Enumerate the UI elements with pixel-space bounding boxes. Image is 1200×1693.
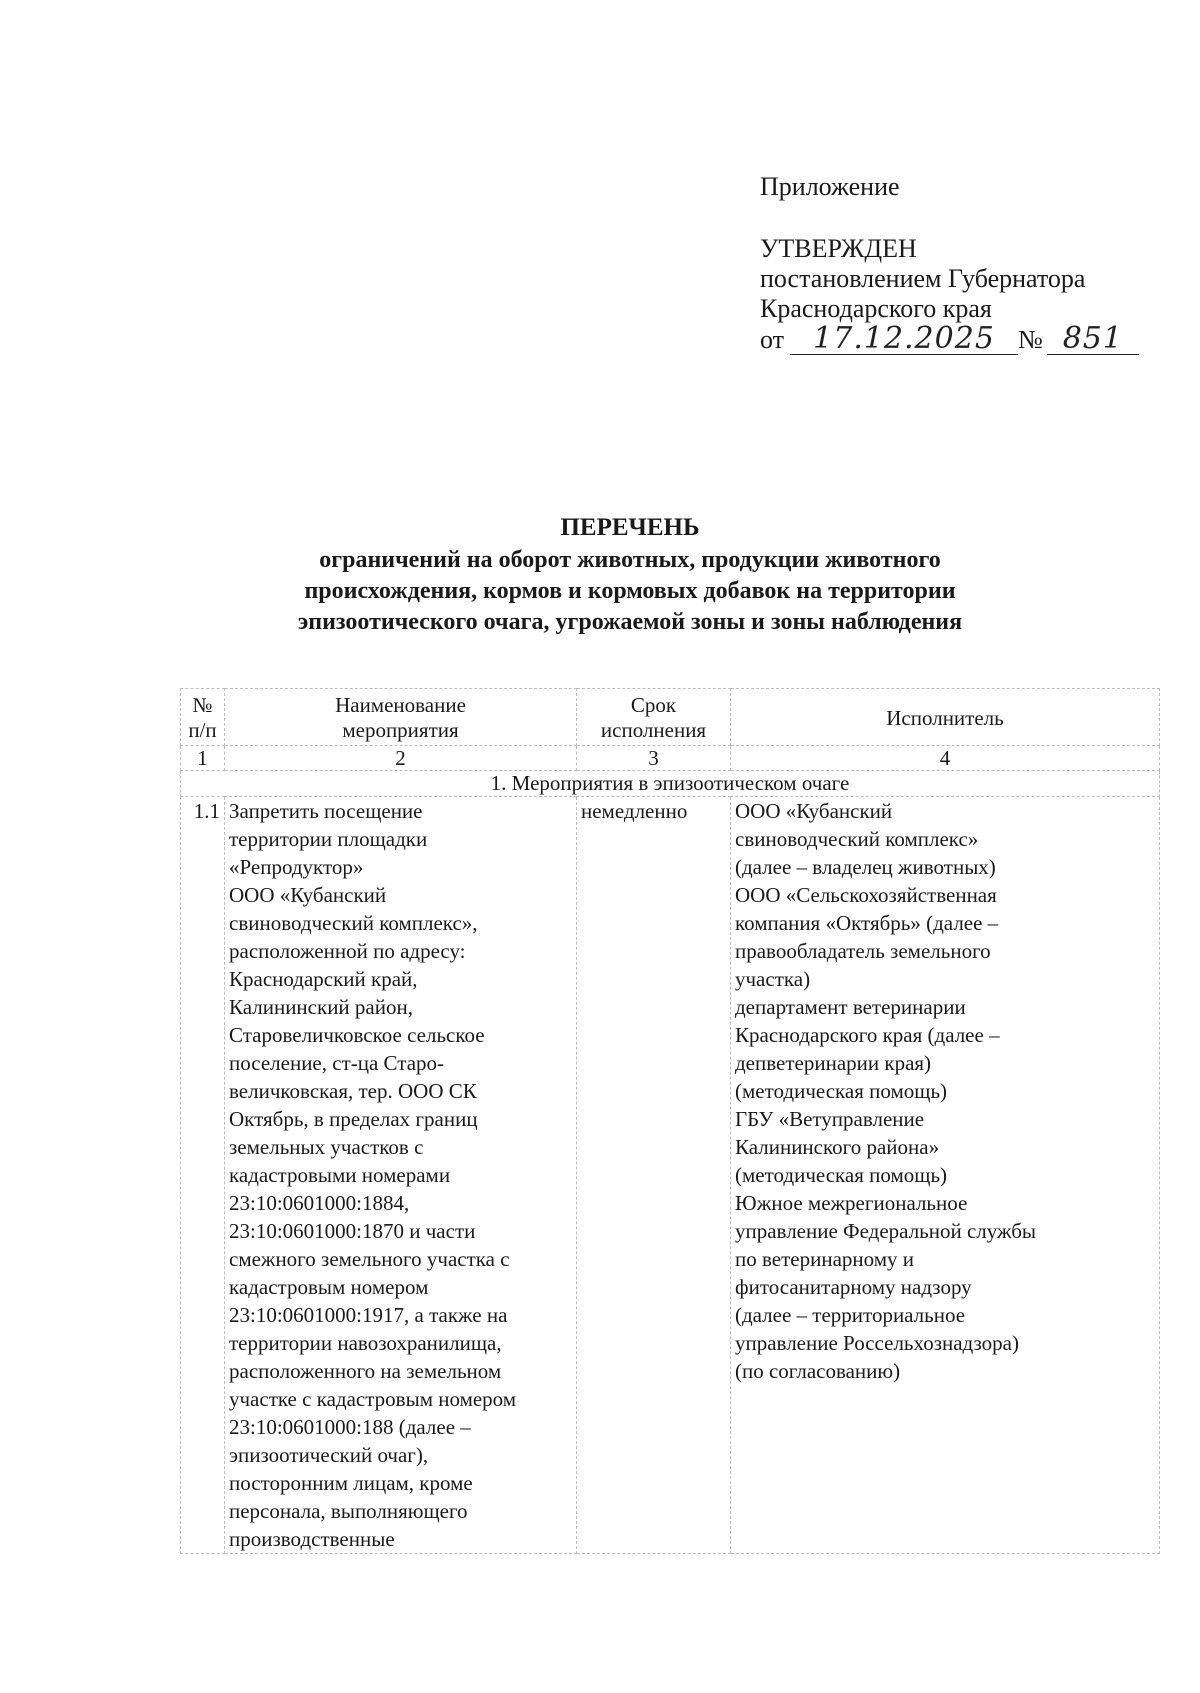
table-header-row	[181, 689, 1160, 746]
row-number: 1.1	[181, 797, 225, 1554]
date-number-line	[760, 321, 1139, 356]
appendix-label: Приложение	[760, 172, 900, 201]
header-term: Срок исполнения	[577, 689, 731, 746]
title-line-2: происхождения, кормов и кормовых добавок на территории	[304, 578, 956, 604]
decree-number: 851	[1047, 324, 1139, 355]
measures-table	[180, 688, 1160, 1554]
appendix-block	[760, 172, 1139, 355]
approved-line-2: Краснодарского края	[760, 294, 992, 323]
table-row	[181, 797, 1160, 1554]
title-line-1: ограничений на оборот животных, продукции животного	[319, 547, 941, 573]
column-number: 3	[577, 746, 731, 771]
column-number: 1	[181, 746, 225, 771]
column-number: 2	[225, 746, 577, 771]
header-executor: Исполнитель	[731, 689, 1160, 746]
title-main: ПЕРЕЧЕНЬ	[560, 514, 700, 541]
measure-term: немедленно	[577, 797, 731, 1554]
section-title: 1. Мероприятия в эпизоотическом очаге	[181, 771, 1160, 797]
header-num: № п/п	[181, 689, 225, 746]
decree-date: 17.12.2025	[790, 324, 1018, 355]
header-name: Наименование мероприятия	[225, 689, 577, 746]
number-sign: №	[1018, 325, 1043, 354]
section-row	[181, 771, 1160, 797]
document-title	[200, 512, 1060, 638]
column-number: 4	[731, 746, 1160, 771]
column-numbers-row	[181, 746, 1160, 771]
measure-executor: ООО «Кубанский свиноводческий комплекс» (далее – владелец животных) ООО «Сельскохозяйственная компания «Октябрь» (далее – правообладатель земельного участка) департамент ветеринарии Краснодарского края (далее – депветеринарии края) (методическая помощь) ГБУ «Ветуправление Калининского района» (методическая помощь) Южное межрегиональное управление Федеральной службы по ветеринарному и фитосанитарному надзору (далее – территориальное управление Россельхознадзора) (по согласованию)	[731, 797, 1160, 1554]
measure-name: Запретить посещение территории площадки «Репродуктор» ООО «Кубанский свиноводческий комплекс», расположенной по адресу: Краснодарский край, Калининский район, Старовеличковское сельское поселение, ст-ца Старо- величковская, тер. ООО СК Октябрь, в пределах границ земельных участков с кадастровыми номерами 23:10:0601000:1884, 23:10:0601000:1870 и части смежного земельного участка с кадастровым номером 23:10:0601000:1917, а также на территории навозохранилища, расположенного на земельном участке с кадастровым номером 23:10:0601000:188 (далее – эпизоотический очаг), посторонним лицам, кроме персонала, выполняющего производственные	[225, 797, 577, 1554]
approved-label: УТВЕРЖДЕН	[760, 234, 917, 263]
approved-line-1: постановлением Губернатора	[760, 264, 1086, 293]
date-prefix: от	[760, 325, 785, 354]
title-line-3: эпизоотического очага, угрожаемой зоны и зоны наблюдения	[297, 609, 963, 635]
